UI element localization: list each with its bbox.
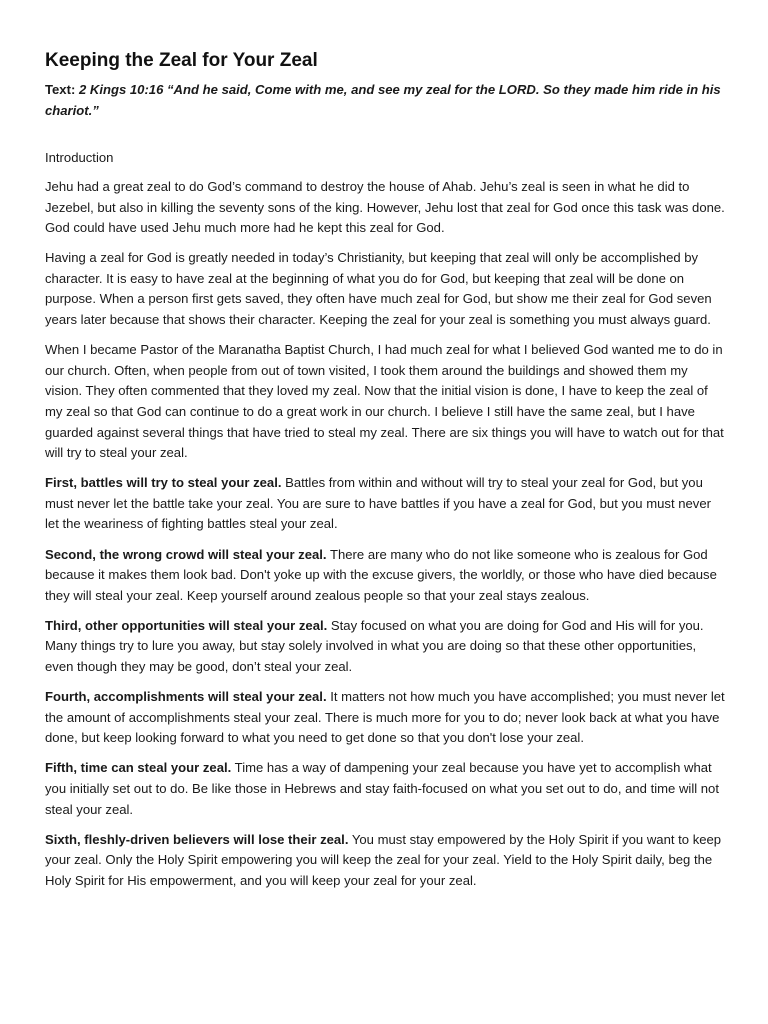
scripture-text (45, 79, 725, 121)
point-lead: Fourth, accomplishments will steal your zeal. (45, 689, 327, 705)
document-page (45, 48, 725, 901)
scripture-label: Text: (45, 82, 79, 97)
point-lead: Third, other opportunities will steal your zeal. (45, 617, 328, 633)
point-body: Time has a way of dampening your zeal because you have yet to accomplish what you initially set out to do. Be like those in Hebrews and stay faith-focused on what you set out to do, and time will not steal your zeal. (45, 760, 719, 817)
intro-heading: Introduction (45, 150, 114, 165)
point-paragraph (45, 545, 725, 607)
point-paragraph (45, 830, 725, 892)
intro-paragraph: When I became Pastor of the Maranatha Baptist Church, I had much zeal for what I believed God wanted me to do in our church. Often, when people from out of town visited, I took them around the buildings and showed them my vision. They often commented that they loved my zeal. Now that the initial vision is done, I have to keep the zeal of my zeal so that God can continue to do a great work in our church. I believe I still have the same zeal, but I have guarded against several things that have tried to steal my zeal. There are six things you will have to watch out for that will try to steal your zeal. (45, 342, 724, 461)
document-title: Keeping the Zeal for Your Zeal (45, 50, 318, 71)
point-body: Stay focused on what you are doing for God and His will for you. Many things try to lure you away, but stay solely involved in what you are doing so that these other opportunities, even though they may be good, don’t steal your zeal. (45, 617, 704, 674)
point-paragraph (45, 473, 725, 535)
point-paragraph (45, 616, 725, 678)
point-paragraph (45, 758, 725, 820)
point-lead: Sixth, fleshly-driven believers will lose their zeal. (45, 831, 349, 847)
point-lead: Second, the wrong crowd will steal your zeal. (45, 546, 327, 562)
point-lead: Fifth, time can steal your zeal. (45, 760, 232, 776)
point-body: Battles from within and without will try to steal your zeal for God, but you must never let the battle take your zeal. You are sure to have battles if you have a zeal for God, but you must never let the weariness of fighting battles steal your zeal. (45, 475, 711, 532)
point-body: There are many who do not like someone who is zealous for God because it makes them look bad. Don't yoke up with the excuse givers, the worldly, or those who have died because they will steal your zeal. Keep yourself around zealous people so that your zeal stays zealous. (45, 546, 717, 603)
point-lead: First, battles will try to steal your zeal. (45, 475, 282, 491)
point-paragraph (45, 687, 725, 749)
intro-paragraph: Jehu had a great zeal to do God’s command to destroy the house of Ahab. Jehu’s zeal is seen in what he did to Jezebel, but also in killing the seventy sons of the king. However, Jehu lost that zeal for God once this task was done. God could have used Jehu much more had he kept this zeal for God. (45, 179, 725, 236)
point-body: You must stay empowered by the Holy Spirit if you want to keep your zeal. Only the Holy Spirit empowering you will keep the zeal for your zeal. Yield to the Holy Spirit daily, beg the Holy Spirit for His empowerment, and you will keep your zeal for your zeal. (45, 831, 722, 888)
point-body: It matters not how much you have accomplished; you must never let the amount of accomplishments steal your zeal. There is much more for you to do; never look back at what you have done, but keep looking forward to what you need to get done so that you don't lose your zeal. (45, 689, 725, 746)
scripture-reference: 2 Kings 10:16 “And he said, Come with me, and see my zeal for the LORD. So they made him ride in his chariot.” (45, 82, 721, 118)
intro-paragraph: Having a zeal for God is greatly needed in today’s Christianity, but keeping that zeal will only be accomplished by character. It is easy to have zeal at the beginning of what you do for God, but keeping that zeal will be done on purpose. When a person first gets saved, they often have much zeal for God, but show me their zeal for God seven years later because that shows their character. Keeping the zeal for your zeal is something you must always guard. (45, 250, 712, 328)
